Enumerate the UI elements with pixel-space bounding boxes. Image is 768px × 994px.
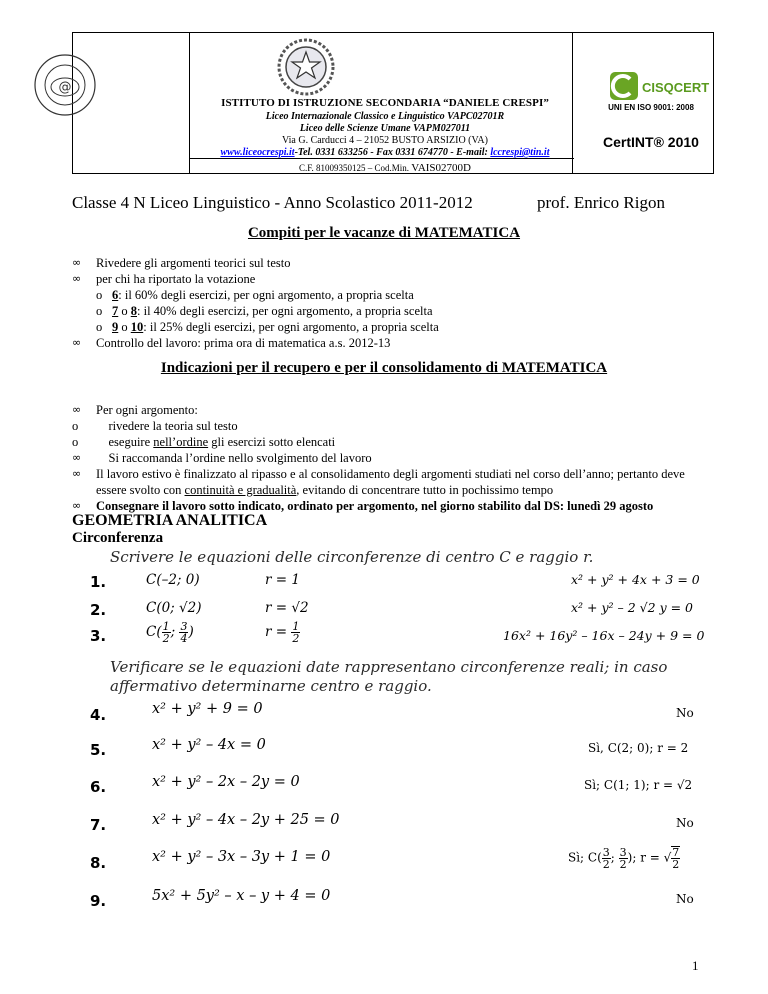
grade-value: 6 xyxy=(112,288,119,302)
bullet-icon: ∞ xyxy=(72,467,82,480)
school-line-2: Liceo delle Scienze Umane VAPM027011 xyxy=(299,123,471,134)
numerator: 1 xyxy=(292,620,300,633)
list-item-text: per chi ha riportato la votazione xyxy=(96,272,256,286)
list-item xyxy=(72,271,439,287)
grade-value: 10 xyxy=(130,320,144,334)
fraction xyxy=(291,621,300,644)
exercise-equation: x² + y² – 4x = 0 xyxy=(152,737,266,753)
denominator: 2 xyxy=(672,858,680,871)
exercise-center: C(0; √2) xyxy=(146,600,202,616)
grade-value: 7 xyxy=(112,304,119,318)
sub-item-text: : il 40% degli esercizi, per ogni argomento, a propria scelta xyxy=(137,304,433,318)
list-item xyxy=(72,466,712,498)
sub-list-item xyxy=(72,319,439,335)
grade-or: o xyxy=(118,304,131,318)
section-title-recovery: Indicazioni per il recupero e per il consolidamento di MATEMATICA xyxy=(160,360,608,376)
school-cf: C.F. 81009350125 – Cod.Min. xyxy=(299,163,412,173)
exercise-equation: 5x² + 5y² – x – y + 4 = 0 xyxy=(152,888,331,904)
list-item xyxy=(72,450,712,466)
list-item-text: , evitando di concentrare tutto in pochissimo tempo xyxy=(296,483,554,497)
heading-geometry: GEOMETRIA ANALITICA xyxy=(72,512,268,529)
instruction-1: Scrivere le equazioni delle circonferenze di centro C e raggio r. xyxy=(110,548,594,566)
exercise-number: 2. xyxy=(90,601,107,619)
school-cod-min: VAIS02700D xyxy=(411,162,471,174)
exercise-radius: r = 1 xyxy=(265,572,300,588)
school-name: ISTITUTO DI ISTRUZIONE SECONDARIA “DANIELE CRESPI” xyxy=(221,97,549,109)
exercise-number: 9. xyxy=(90,892,107,910)
sub-bullet-icon: o xyxy=(96,288,103,302)
sub-list-item xyxy=(72,434,712,450)
exercise-answer: Sì; C(1; 1); r = √2 xyxy=(584,778,693,792)
school-contacts xyxy=(190,147,580,159)
fraction xyxy=(162,621,171,644)
exercise-radius xyxy=(265,621,300,644)
exercise-answer: No xyxy=(676,892,694,906)
teacher-name: prof. Enrico Rigon xyxy=(537,193,665,212)
fraction xyxy=(179,621,188,644)
bullet-icon: ∞ xyxy=(72,499,82,512)
denominator: 2 xyxy=(602,857,610,871)
sub-bullet-icon: o xyxy=(72,435,79,449)
denominator: 2 xyxy=(292,632,300,645)
exercise-number: 4. xyxy=(90,706,107,724)
school-email-link[interactable]: lccrespi@tin.it xyxy=(490,147,550,158)
numerator: 3 xyxy=(602,845,610,859)
cisqcert-logo-icon xyxy=(608,70,710,104)
school-logo-icon xyxy=(33,53,97,117)
fraction xyxy=(619,847,628,870)
underlined-text: nell’ordine xyxy=(153,435,209,449)
list-item-text: Consegnare il lavoro sotto indicato, ordinato per argomento, nel giorno stabilito dal DS: lunedì 29 agosto xyxy=(96,499,654,513)
bullet-icon: ∞ xyxy=(72,256,82,269)
bullet-icon: ∞ xyxy=(72,451,82,464)
list-item xyxy=(72,402,712,418)
school-website-link[interactable]: www.liceocrespi.it xyxy=(220,147,295,158)
class-line: Classe 4 N Liceo Linguistico - Anno Scolastico 2011-2012 xyxy=(72,193,473,212)
school-phone-text: -Tel. 0331 633256 - Fax 0331 674770 - E-mail: xyxy=(294,147,491,158)
sub-item-text: : il 25% degli esercizi, per ogni argomento, a propria scelta xyxy=(143,320,439,334)
school-address: Via G. Carducci 4 – 21052 BUSTO ARSIZIO (VA) xyxy=(282,135,488,146)
exercise-radius: r = √2 xyxy=(265,600,309,616)
list-item xyxy=(72,335,439,351)
bullet-icon: ∞ xyxy=(72,336,82,349)
exercise-equation: x² + y² + 9 = 0 xyxy=(152,701,263,717)
numerator: 1 xyxy=(162,620,170,633)
list-item-text: Si raccomanda l’ordine nello svolgimento del lavoro xyxy=(108,451,372,465)
center-letter: C xyxy=(146,624,157,640)
cisqcert-brand-text: CISQCERT xyxy=(642,80,710,95)
exercise-answer: 16x² + 16y² – 16x – 24y + 9 = 0 xyxy=(503,628,705,643)
page-number: 1 xyxy=(692,958,699,973)
iso-label: UNI EN ISO 9001: 2008 xyxy=(608,103,694,112)
fraction xyxy=(602,847,611,870)
exercise-number: 3. xyxy=(90,627,107,645)
denominator: 2 xyxy=(162,632,170,645)
list-item-text: Per ogni argomento: xyxy=(96,403,198,417)
exercise-equation: x² + y² – 4x – 2y + 25 = 0 xyxy=(152,812,340,828)
grade-or: o xyxy=(118,320,131,334)
fraction xyxy=(671,846,680,870)
exercise-center: C(–2; 0) xyxy=(146,572,200,588)
exercise-number: 7. xyxy=(90,816,107,834)
sub-bullet-icon: o xyxy=(96,320,103,334)
grade-value: 9 xyxy=(112,320,119,334)
italian-emblem-icon xyxy=(275,36,337,98)
exercise-center: C( $\frac{1}{2}$ ; $\frac{3}{4}$ ) xyxy=(146,620,194,645)
exercise-answer: x² + y² – 2 √2 y = 0 xyxy=(571,600,694,615)
exercise-answer: x² + y² + 4x + 3 = 0 xyxy=(571,572,700,587)
list-item-text: Rivedere gli argomenti teorici sul testo xyxy=(96,256,291,270)
list-item xyxy=(72,255,439,271)
bullet-icon: ∞ xyxy=(72,272,82,285)
bullet-icon: ∞ xyxy=(72,403,82,416)
radius-label: ; r = xyxy=(632,850,660,865)
sub-list-item xyxy=(72,418,712,434)
grade-value: 8 xyxy=(130,304,137,318)
answer-prefix: Sì; C xyxy=(568,850,598,865)
sub-item-text: gli esercizi sotto elencati xyxy=(208,435,336,449)
numerator: 3 xyxy=(180,620,188,633)
list-item-text: Il lavoro estivo è finalizzato al ripasso e al consolidamento degli argomenti studiati nel corso dell’anno; pertanto deve essere svolto con xyxy=(96,467,685,497)
exercise-number: 1. xyxy=(90,573,107,591)
sub-item-text: rivedere la teoria sul testo xyxy=(108,419,238,433)
sub-item-text: : il 60% degli esercizi, per ogni argomento, a propria scelta xyxy=(118,288,414,302)
exercise-number: 5. xyxy=(90,741,107,759)
sub-bullet-icon: o xyxy=(96,304,103,318)
school-line-1: Liceo Internazionale Classico e Linguistico VAPC02701R xyxy=(265,111,505,122)
exercise-equation: x² + y² – 3x – 3y + 1 = 0 xyxy=(152,849,331,865)
exercise-answer: No xyxy=(676,706,694,720)
exercise-answer: No xyxy=(676,816,694,830)
heading-circumference: Circonferenza xyxy=(72,530,164,546)
denominator: 2 xyxy=(619,857,627,871)
svg-text:@: @ xyxy=(58,80,72,95)
exercise-equation: x² + y² – 2x – 2y = 0 xyxy=(152,774,300,790)
sub-item-text: eseguire xyxy=(108,435,154,449)
numerator: 7 xyxy=(672,846,680,859)
list-item-text: Controllo del lavoro: prima ora di matematica a.s. 2012-13 xyxy=(96,336,391,350)
exercise-answer: Sì; C( $\frac{3}{2}$ ; $\frac{3}{2}$ ); r = √ $\frac{7}{2}$ xyxy=(568,845,680,871)
exercise-number: 8. xyxy=(90,854,107,872)
exercise-answer: Sì, C(2; 0); r = 2 xyxy=(588,741,689,755)
section-title-homework: Compiti per le vacanze di MATEMATICA xyxy=(247,225,521,241)
instruction-2: Verificare se le equazioni date rappresentano circonferenze reali; in caso affermativo determinarne centro e raggio. xyxy=(110,658,668,695)
homework-list xyxy=(72,255,439,351)
certint-label: CertINT® 2010 xyxy=(603,134,699,150)
denominator: 4 xyxy=(180,632,188,645)
exercise-number: 6. xyxy=(90,778,107,796)
school-codes xyxy=(190,162,580,174)
underlined-text: continuità e gradualità xyxy=(184,483,297,497)
sub-list-item xyxy=(72,287,439,303)
sub-list-item xyxy=(72,303,439,319)
numerator: 3 xyxy=(619,845,627,859)
recovery-list xyxy=(72,402,712,514)
radius-label: r = xyxy=(265,624,288,640)
sub-bullet-icon: o xyxy=(72,419,79,433)
